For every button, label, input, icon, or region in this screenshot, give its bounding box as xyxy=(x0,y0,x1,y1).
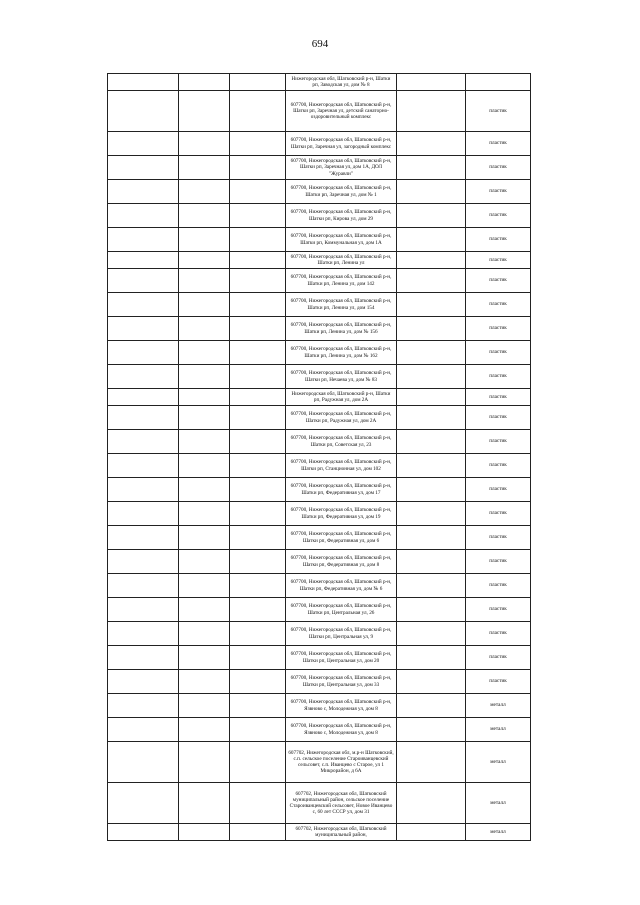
empty-cell xyxy=(230,204,286,228)
table-row xyxy=(108,317,531,341)
empty-cell xyxy=(108,430,179,454)
empty-cell xyxy=(179,204,230,228)
empty-cell xyxy=(108,180,179,204)
empty-cell xyxy=(179,574,230,598)
address-cell: Нижегородская обл, Шатковский р-н, Шатки рп, Заводская ул, дом № 8 xyxy=(286,74,397,91)
empty-cell xyxy=(230,824,286,841)
empty-cell xyxy=(108,622,179,646)
material-cell: пластик xyxy=(466,269,531,293)
address-cell: 607700, Нижегородская обл, Шатковский р-н, Шатки рп, Ленина ул xyxy=(286,252,397,269)
empty-cell xyxy=(230,180,286,204)
empty-cell xyxy=(397,718,466,742)
table-row xyxy=(108,74,531,91)
empty-cell xyxy=(179,293,230,317)
table-row xyxy=(108,228,531,252)
address-cell: 607700, Нижегородская обл, Шатковский р-н, Шатки рп, Федеративная ул, дом 6 xyxy=(286,526,397,550)
empty-cell xyxy=(179,132,230,156)
table-row xyxy=(108,670,531,694)
empty-cell xyxy=(230,269,286,293)
material-cell: пластик xyxy=(466,132,531,156)
empty-cell xyxy=(397,406,466,430)
material-cell: пластик xyxy=(466,622,531,646)
address-cell: 607700, Нижегородская обл, Шатковский р-н, Шатки рп, Коммунальная ул, дом 1А xyxy=(286,228,397,252)
material-cell: пластик xyxy=(466,550,531,574)
address-cell: 607702, Нижегородская обл, Шатковский муниципальный район, сельское поселение Староиванцевский сельсовет, Новое Иванцево с, 60 лет СССР ул, дом 31 xyxy=(286,783,397,824)
empty-cell xyxy=(179,269,230,293)
material-cell: металл xyxy=(466,783,531,824)
empty-cell xyxy=(397,742,466,783)
empty-cell xyxy=(179,180,230,204)
address-cell: 607700, Нижегородская обл, Шатковский р-н, Шатки рп, Ленина ул, дом № 162 xyxy=(286,341,397,365)
empty-cell xyxy=(179,74,230,91)
material-cell: металл xyxy=(466,824,531,841)
address-cell: 607700, Нижегородская обл, Шатковский р-н, Шатки рп, Заречная ул, детский санаторно-оздоровительный комплекс xyxy=(286,91,397,132)
address-cell: 607700, Нижегородская обл, Шатковский р-н, Шатки рп, Центральная ул, дом 20 xyxy=(286,646,397,670)
empty-cell xyxy=(397,180,466,204)
empty-cell xyxy=(108,694,179,718)
table-row xyxy=(108,694,531,718)
empty-cell xyxy=(108,91,179,132)
material-cell: пластик xyxy=(466,646,531,670)
empty-cell xyxy=(108,742,179,783)
empty-cell xyxy=(179,824,230,841)
empty-cell xyxy=(108,74,179,91)
address-cell: 607700, Нижегородская обл, Шатковский р-н, Шатки рп, Заречная ул, дом № 1 xyxy=(286,180,397,204)
material-cell: пластик xyxy=(466,341,531,365)
empty-cell xyxy=(230,228,286,252)
empty-cell xyxy=(179,622,230,646)
empty-cell xyxy=(108,550,179,574)
empty-cell xyxy=(179,389,230,406)
material-cell: пластик xyxy=(466,430,531,454)
table-row xyxy=(108,550,531,574)
empty-cell xyxy=(230,550,286,574)
table-row xyxy=(108,91,531,132)
empty-cell xyxy=(230,91,286,132)
empty-cell xyxy=(397,74,466,91)
table-row xyxy=(108,454,531,478)
address-cell: 607700, Нижегородская обл, Шатковский р-н, Шатки рп, Станционная ул, дом 102 xyxy=(286,454,397,478)
empty-cell xyxy=(230,622,286,646)
empty-cell xyxy=(397,317,466,341)
address-cell: 607700, Нижегородская обл, Шатковский р-н, Шатки рп, Федеративная ул, дом 19 xyxy=(286,502,397,526)
empty-cell xyxy=(230,783,286,824)
empty-cell xyxy=(230,317,286,341)
empty-cell xyxy=(108,132,179,156)
empty-cell xyxy=(179,646,230,670)
empty-cell xyxy=(179,252,230,269)
register-table-body xyxy=(108,74,531,841)
empty-cell xyxy=(108,718,179,742)
empty-cell xyxy=(397,598,466,622)
address-cell: 607700, Нижегородская обл, Шатковский р-н, Язвново с, Молодежная ул, дом 8 xyxy=(286,694,397,718)
empty-cell xyxy=(108,389,179,406)
empty-cell xyxy=(108,228,179,252)
empty-cell xyxy=(108,670,179,694)
address-cell: 607702, Нижегородская обл, м.р-н Шатковский, с.п. сельское поселение Староиванцевский сельсовет, с.п. Иванцево с Старое, ул 1 Микрорайон, д 6А xyxy=(286,742,397,783)
empty-cell xyxy=(397,526,466,550)
empty-cell xyxy=(179,742,230,783)
table-row xyxy=(108,502,531,526)
address-cell: 607700, Нижегородская обл, Шатковский р-н, Шатки рп, Нечаева ул, дом № 83 xyxy=(286,365,397,389)
empty-cell xyxy=(397,252,466,269)
empty-cell xyxy=(397,91,466,132)
empty-cell xyxy=(108,574,179,598)
table-row xyxy=(108,180,531,204)
address-cell: 607700, Нижегородская обл, Шатковский р-н, Шатки рп, Заречная ул, загородный комплекс xyxy=(286,132,397,156)
material-cell: пластик xyxy=(466,478,531,502)
material-cell: пластик xyxy=(466,156,531,180)
empty-cell xyxy=(230,365,286,389)
address-cell: 607700, Нижегородская обл, Шатковский р-н, Шатки рп, Советская ул, 23 xyxy=(286,430,397,454)
empty-cell xyxy=(179,228,230,252)
table-row xyxy=(108,824,531,841)
empty-cell xyxy=(179,454,230,478)
empty-cell xyxy=(230,694,286,718)
address-cell: 607700, Нижегородская обл, Шатковский р-н, Шатки рп, Центральная ул, 26 xyxy=(286,598,397,622)
empty-cell xyxy=(230,341,286,365)
empty-cell xyxy=(108,204,179,228)
table-row xyxy=(108,341,531,365)
empty-cell xyxy=(108,824,179,841)
empty-cell xyxy=(230,389,286,406)
empty-cell xyxy=(179,783,230,824)
material-cell: металл xyxy=(466,694,531,718)
empty-cell xyxy=(397,293,466,317)
empty-cell xyxy=(108,293,179,317)
empty-cell xyxy=(397,228,466,252)
empty-cell xyxy=(397,694,466,718)
empty-cell xyxy=(179,91,230,132)
empty-cell xyxy=(397,622,466,646)
empty-cell xyxy=(397,204,466,228)
material-cell: пластик xyxy=(466,406,531,430)
empty-cell xyxy=(179,502,230,526)
address-cell: 607700, Нижегородская обл, Шатковский р-н, Шатки рп, Ленина ул, дом 142 xyxy=(286,269,397,293)
empty-cell xyxy=(179,365,230,389)
address-cell: 607700, Нижегородская обл, Шатковский р-н, Шатки рп, Центральная ул, 9 xyxy=(286,622,397,646)
empty-cell xyxy=(108,365,179,389)
material-cell: металл xyxy=(466,742,531,783)
address-cell: 607700, Нижегородская обл, Шатковский р-н, Шатки рп, Федеративная ул, дом 17 xyxy=(286,478,397,502)
page-number: 694 xyxy=(311,38,329,50)
table-row xyxy=(108,389,531,406)
empty-cell xyxy=(108,783,179,824)
table-row xyxy=(108,526,531,550)
empty-cell xyxy=(230,526,286,550)
empty-cell xyxy=(108,317,179,341)
empty-cell xyxy=(397,132,466,156)
empty-cell xyxy=(108,598,179,622)
empty-cell xyxy=(397,389,466,406)
empty-cell xyxy=(108,478,179,502)
address-cell: 607700, Нижегородская обл, Шатковский р-н, Шатки рп, Федеративная ул, дом № 6 xyxy=(286,574,397,598)
address-cell: 607700, Нижегородская обл, Шатковский р-н, Шатки рп, Радужная ул, дом 2А xyxy=(286,406,397,430)
empty-cell xyxy=(397,574,466,598)
address-cell: 607702, Нижегородская обл, Шатковский муниципальный район, xyxy=(286,824,397,841)
empty-cell xyxy=(179,598,230,622)
empty-cell xyxy=(108,156,179,180)
empty-cell xyxy=(179,526,230,550)
address-cell: 607700, Нижегородская обл, Шатковский р-н, Шатки рп, Кирова ул, дом 29 xyxy=(286,204,397,228)
material-cell: пластик xyxy=(466,502,531,526)
table-row xyxy=(108,406,531,430)
empty-cell xyxy=(397,269,466,293)
address-cell: 607700, Нижегородская обл, Шатковский р-н, Язвново с, Молодежная ул, дом 8 xyxy=(286,718,397,742)
table-row xyxy=(108,156,531,180)
empty-cell xyxy=(179,406,230,430)
empty-cell xyxy=(397,156,466,180)
table-row xyxy=(108,365,531,389)
empty-cell xyxy=(179,718,230,742)
table-row xyxy=(108,293,531,317)
empty-cell xyxy=(230,478,286,502)
empty-cell xyxy=(179,430,230,454)
address-cell: Нижегородская обл, Шатковский р-н, Шатки рп, Радужная ул, дом 2А xyxy=(286,389,397,406)
address-cell: 607700, Нижегородская обл, Шатковский р-н, Шатки рп, Ленина ул, дом 154 xyxy=(286,293,397,317)
table-row xyxy=(108,430,531,454)
empty-cell xyxy=(108,269,179,293)
table-row xyxy=(108,132,531,156)
material-cell: пластик xyxy=(466,91,531,132)
empty-cell xyxy=(108,341,179,365)
material-cell: пластик xyxy=(466,204,531,228)
table-row xyxy=(108,622,531,646)
empty-cell xyxy=(108,526,179,550)
material-cell: пластик xyxy=(466,389,531,406)
material-cell: пластик xyxy=(466,454,531,478)
empty-cell xyxy=(230,670,286,694)
empty-cell xyxy=(230,502,286,526)
empty-cell xyxy=(108,454,179,478)
register-table xyxy=(107,73,531,841)
empty-cell xyxy=(230,252,286,269)
material-cell: пластик xyxy=(466,180,531,204)
empty-cell xyxy=(179,156,230,180)
empty-cell xyxy=(230,598,286,622)
table-row xyxy=(108,742,531,783)
address-cell: 607700, Нижегородская обл, Шатковский р-н, Шатки рп, Заречная ул, дом 1А, ДОЛ "Журавли" xyxy=(286,156,397,180)
material-cell: пластик xyxy=(466,293,531,317)
empty-cell xyxy=(397,454,466,478)
material-cell: пластик xyxy=(466,317,531,341)
material-cell: пластик xyxy=(466,526,531,550)
empty-cell xyxy=(230,156,286,180)
empty-cell xyxy=(108,252,179,269)
empty-cell xyxy=(179,317,230,341)
empty-cell xyxy=(397,550,466,574)
table-row xyxy=(108,574,531,598)
material-cell: пластик xyxy=(466,574,531,598)
empty-cell xyxy=(397,430,466,454)
table-row xyxy=(108,204,531,228)
empty-cell xyxy=(179,478,230,502)
empty-cell xyxy=(179,550,230,574)
material-cell: пластик xyxy=(466,598,531,622)
empty-cell xyxy=(397,824,466,841)
table-row xyxy=(108,252,531,269)
empty-cell xyxy=(230,718,286,742)
empty-cell xyxy=(108,646,179,670)
empty-cell xyxy=(179,341,230,365)
empty-cell xyxy=(230,293,286,317)
empty-cell xyxy=(397,670,466,694)
material-cell: пластик xyxy=(466,228,531,252)
table-row xyxy=(108,598,531,622)
empty-cell xyxy=(397,646,466,670)
empty-cell xyxy=(230,574,286,598)
empty-cell xyxy=(108,502,179,526)
empty-cell xyxy=(179,694,230,718)
table-row xyxy=(108,478,531,502)
empty-cell xyxy=(397,478,466,502)
empty-cell xyxy=(230,132,286,156)
empty-cell xyxy=(230,646,286,670)
empty-cell xyxy=(397,341,466,365)
empty-cell xyxy=(230,406,286,430)
table-row xyxy=(108,718,531,742)
material-cell: пластик xyxy=(466,365,531,389)
table-row xyxy=(108,783,531,824)
address-cell: 607700, Нижегородская обл, Шатковский р-н, Шатки рп, Ленина ул, дом № 156 xyxy=(286,317,397,341)
table-row xyxy=(108,646,531,670)
material-cell: пластик xyxy=(466,252,531,269)
address-cell: 607700, Нижегородская обл, Шатковский р-н, Шатки рп, Федеративная ул, дом 8 xyxy=(286,550,397,574)
material-cell: пластик xyxy=(466,670,531,694)
empty-cell xyxy=(230,430,286,454)
empty-cell xyxy=(397,783,466,824)
material-cell xyxy=(466,74,531,91)
address-cell: 607700, Нижегородская обл, Шатковский р-н, Шатки рп, Центральная ул, дом 33 xyxy=(286,670,397,694)
table-row xyxy=(108,269,531,293)
empty-cell xyxy=(108,406,179,430)
empty-cell xyxy=(397,365,466,389)
empty-cell xyxy=(230,742,286,783)
empty-cell xyxy=(230,74,286,91)
empty-cell xyxy=(397,502,466,526)
empty-cell xyxy=(179,670,230,694)
material-cell: металл xyxy=(466,718,531,742)
empty-cell xyxy=(230,454,286,478)
